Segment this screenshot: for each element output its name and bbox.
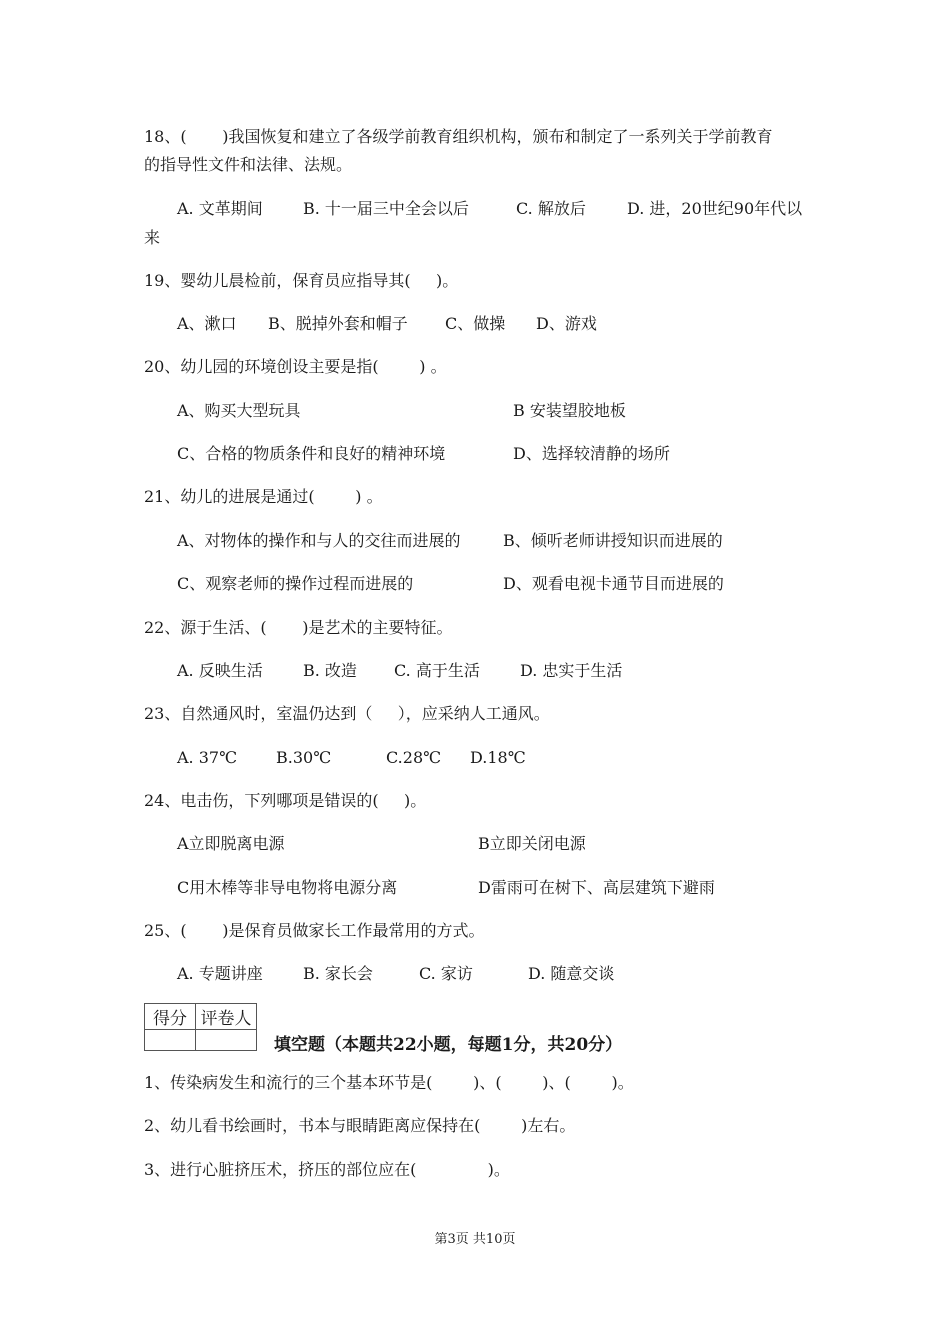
q21-option-d: D、观看电视卡通节目而进展的	[503, 574, 724, 593]
q25-option-d: D. 随意交谈	[528, 964, 615, 983]
q21-option-c: C、观察老师的操作过程而进展的	[177, 574, 414, 593]
q18-option-d: D. 进，20世纪90年代以	[627, 199, 803, 218]
q24-stem: 24、电击伤，下列哪项是错误的( )。	[144, 791, 427, 810]
q22-stem: 22、源于生活、( )是艺术的主要特征。	[144, 618, 453, 637]
grader-cell	[196, 1030, 257, 1051]
q21-option-b: B、倾听老师讲授知识而进展的	[503, 531, 723, 550]
page-number: 第3页 共10页	[434, 1232, 516, 1247]
score-cell	[145, 1030, 196, 1051]
q22-option-b: B. 改造	[303, 661, 357, 680]
q20-stem: 20、幼儿园的环境创设主要是指( ) 。	[144, 357, 447, 376]
q23-stem: 23、自然通风时，室温仍达到（ ），应采纳人工通风。	[144, 704, 550, 723]
q20-option-a: A、购买大型玩具	[177, 401, 301, 420]
q18-option-b: B. 十一届三中全会以后	[303, 199, 469, 218]
q24-option-c: C用木棒等非导电物将电源分离	[177, 878, 398, 897]
q21-stem: 21、幼儿的进展是通过( ) 。	[144, 487, 383, 506]
q23-option-b: B.30℃	[276, 748, 332, 767]
q19-option-c: C、做操	[445, 314, 506, 333]
q18-option-c: C. 解放后	[516, 199, 586, 218]
q23-option-c: C.28℃	[386, 748, 442, 767]
q20-option-d: D、选择较清静的场所	[513, 444, 670, 463]
q18-option-d-continued: 来	[144, 228, 161, 247]
q19-option-a: A、漱口	[177, 314, 237, 333]
q18-stem-line1: 18、( )我国恢复和建立了各级学前教育组织机构，颁布和制定了一系列关于学前教育	[144, 127, 773, 146]
fill-question-3: 3、进行心脏挤压术，挤压的部位应在( )。	[144, 1160, 510, 1179]
q21-option-a: A、对物体的操作和与人的交往而进展的	[177, 531, 461, 550]
q23-option-d: D.18℃	[470, 748, 526, 767]
fill-question-2: 2、幼儿看书绘画时，书本与眼睛距离应保持在( )左右。	[144, 1116, 576, 1135]
q20-option-b: B 安装望胶地板	[513, 401, 626, 420]
q25-option-a: A. 专题讲座	[177, 964, 263, 983]
q24-option-d: D雷雨可在树下、高层建筑下避雨	[478, 878, 715, 897]
grader-label: 评卷人	[196, 1004, 257, 1030]
q19-option-b: B、脱掉外套和帽子	[268, 314, 408, 333]
q25-option-b: B. 家长会	[303, 964, 373, 983]
q19-stem: 19、婴幼儿晨检前，保育员应指导其( )。	[144, 271, 459, 290]
section-title: 填空题（本题共22小题，每题1分，共20分）	[274, 1035, 623, 1055]
q22-option-d: D. 忠实于生活	[520, 661, 623, 680]
score-label: 得分	[145, 1004, 196, 1030]
q22-option-c: C. 高于生活	[394, 661, 480, 680]
q23-option-a: A. 37℃	[177, 748, 237, 767]
q24-option-b: B立即关闭电源	[478, 834, 586, 853]
q19-option-d: D、游戏	[536, 314, 597, 333]
q25-stem: 25、( )是保育员做家长工作最常用的方式。	[144, 921, 485, 940]
q24-option-a: A立即脱离电源	[177, 834, 285, 853]
q18-option-a: A. 文革期间	[177, 199, 263, 218]
q18-stem-line2: 的指导性文件和法律、法规。	[144, 155, 353, 174]
q25-option-c: C. 家访	[419, 964, 473, 983]
score-box	[144, 1003, 257, 1051]
q22-option-a: A. 反映生活	[177, 661, 263, 680]
fill-question-1: 1、传染病发生和流行的三个基本环节是( )、( )、( )。	[144, 1073, 634, 1092]
q20-option-c: C、合格的物质条件和良好的精神环境	[177, 444, 446, 463]
